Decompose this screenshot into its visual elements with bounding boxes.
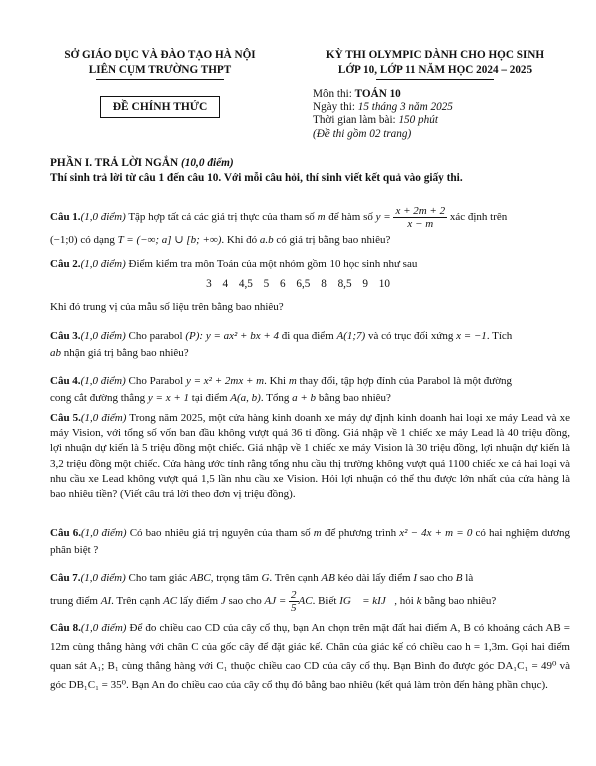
question-8: Câu 8.(1,0 điểm) Để đo chiều cao CD của cây cổ thụ, bạn An chọn trên mặt đất hai điểm A, B có khoảng cách AB = 12m cùng thẳng hàng với chân C của gốc cây để đặt giác kế. Chân của giác kế có chiều cao h = 1,3m. Gọi hai điểm quan sát A₁; B₁ cùng thẳng hàng với C₁ thuộc chiều cao CD của cây cổ thụ. Bạn Bình đo được góc DA₁C₁ = 49⁰ và góc DB₁C₁ = 35⁰. Bạn An đo chiều cao của cây cổ thụ đó bằng bao nhiêu (kết quả làm tròn đến hàng phần chục). xyxy=(50,622,570,691)
question-5: Câu 5.(1,0 điểm) Trong năm 2025, một cửa hàng kinh doanh xe máy dự định kinh doanh hai loại xe máy Lead và xe máy Vision, với tổng số vốn ban đầu không vượt quá 36 tỉ đồng. Giá nhập về 1 chiếc xe máy Lead là 40 triệu đồng, lợi nhuận dự kiến là 5 triệu đồng một chiếc. Giá nhập về 1 chiếc xe máy Vision là 30 triệu đồng, lợi nhuận dự kiến là 3,2 triệu đồng một chiếc. Cửa hàng ước tính rằng tổng nhu cầu thị trường không vượt quá 1100 chiếc xe cả hai loại và nhu cầu xe Lead không vượt quá 1,5 lần nhu cầu xe Vision. Hỏi lợi nhuận có thể thu được lớn nhất của cửa hàng là bao nhiêu tiền? (Viết câu trả lời theo đơn vị triệu đồng). xyxy=(50,412,570,501)
question-7: Câu 7.(1,0 điểm) Cho tam giác ABC, trọng tâm G. Trên cạnh AB kéo dài lấy điểm I sao cho B là trung điểm AI. Trên cạnh AC lấy điểm J sao cho AJ = $\frac{2}{5}$ AC. Biết IG⃗ = kIJ⃗, hỏi k bằng bao nhiêu? xyxy=(50,572,497,614)
subject-line: Môn thi: TOÁN 10 xyxy=(313,88,401,100)
school-cluster-name: LIÊN CỤM TRƯỜNG THPT xyxy=(88,64,232,76)
exam-title: KỲ THI OLYMPIC DÀNH CHO HỌC SINH xyxy=(325,49,545,61)
header-left-underline xyxy=(96,79,224,80)
question-4: Câu 4.(1,0 điểm) Cho Parabol y = x² + 2mx + m. Khi m thay đổi, tập hợp đỉnh của Parabol là một đường cong cắt đường thẳng y = x + 1 tại điểm A(a, b). Tổng a + b bằng bao nhiêu? xyxy=(50,375,513,404)
q2-data-values: 3 4 4,5 5 6 6,5 8 8,5 9 10 xyxy=(206,278,390,290)
question-6: Câu 6.(1,0 điểm) Có bao nhiêu giá trị nguyên của tham số m để phương trình x² − 4x + m = 0 có hai nghiệm dương phân biệt ? xyxy=(50,527,570,556)
exam-info xyxy=(313,88,453,141)
q1-fraction: $\frac{x + 2m + 2}{x - m}$ xyxy=(395,205,446,230)
date-line: Ngày thi: 15 tháng 3 năm 2025 xyxy=(313,101,453,114)
question-3: Câu 3.(1,0 điểm) Cho parabol (P): y = ax² + bx + 4 đi qua điểm A(1;7) và có trục đối xứng x = −1. Tích ab nhận giá trị bằng bao nhiêu? xyxy=(50,330,513,359)
exam-grade-year: LỚP 10, LỚP 11 NĂM HỌC 2024 – 2025 xyxy=(337,64,533,76)
header-left xyxy=(40,48,280,80)
header-right xyxy=(300,48,570,80)
official-exam-box: ĐỀ CHÍNH THỨC xyxy=(100,96,220,118)
part1-instruction: Thí sinh trả lời từ câu 1 đến câu 10. Với mỗi câu hỏi, thí sinh viết kết quả vào giấy thi. xyxy=(50,172,463,184)
part1-heading: PHẦN I. TRẢ LỜI NGẮN (10,0 điểm) Thí sinh trả lời từ câu 1 đến câu 10. Với mỗi câu hỏi, thí sinh viết kết quả vào giấy thi. xyxy=(50,156,570,186)
department-name: SỞ GIÁO DỤC VÀ ĐÀO TẠO HÀ NỘI xyxy=(64,49,256,61)
question-1: Câu 1.(1,0 điểm) Tập hợp tất cả các giá trị thực của tham số m để hàm số y = $\frac{x + 2m + 2}{x - m}$ xác định trên (−1;0) có dạng T = (−∞; a] ∪ [b; +∞). Khi đó a.b có giá trị bằng bao nhiêu? xyxy=(50,205,508,246)
q7-fraction: $\frac{2}{5}$ xyxy=(291,589,297,614)
duration-line: Thời gian làm bài: 150 phút xyxy=(313,114,438,127)
q2-question: Khi đó trung vị của mẫu số liệu trên bằng bao nhiêu? xyxy=(50,301,284,313)
pages-note: (Đề thi gồm 02 trang) xyxy=(313,127,412,140)
header-right-underline xyxy=(376,79,494,80)
question-2: Câu 2.(1,0 điểm) Điểm kiểm tra môn Toán của một nhóm gồm 10 học sinh như sau xyxy=(50,258,418,270)
